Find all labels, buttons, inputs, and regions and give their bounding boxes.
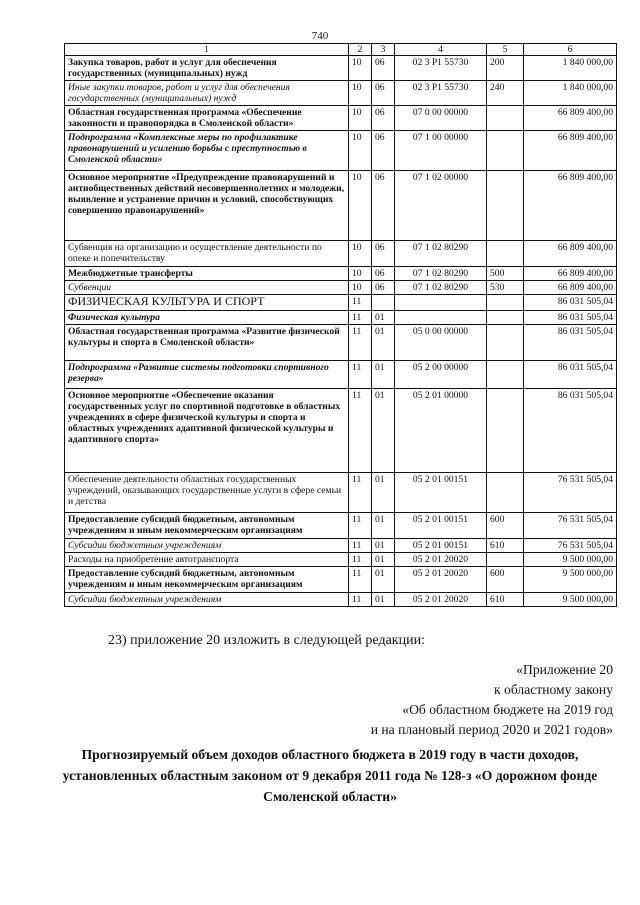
row-target-code-cell: 05 2 01 00151 [395,473,487,513]
row-subsection-cell: 01 [372,389,395,473]
document-title: Прогнозируемый объем доходов областного бюджета в 2019 году в части доходов, установленных областным законом от 9 декабря 2011 года № 128-з «О дорожном фонде Смоленской области» [62,747,598,804]
row-amount-cell: 1 840 000,00 [524,56,617,81]
row-target-code-cell: 05 2 01 20020 [395,567,487,593]
table-row [65,389,617,473]
row-section-cell: 10 [349,267,372,281]
row-expense-type-cell: 610 [487,539,524,553]
row-target-code-cell: 07 1 02 80290 [395,267,487,281]
table-row [65,281,617,295]
header-cell: 3 [372,44,395,56]
row-name-cell: Иные закупки товаров, работ и услуг для обеспечения государственных (муниципальных) нужд [65,81,349,106]
row-subsection-cell: 01 [372,325,395,361]
row-section-cell: 11 [349,593,372,607]
row-expense-type-cell [487,473,524,513]
row-section-cell: 11 [349,311,372,325]
row-name-cell: Субсидии бюджетным учреждениям [65,539,349,553]
row-name-cell: ФИЗИЧЕСКАЯ КУЛЬТУРА И СПОРТ [65,295,349,311]
row-amount-cell: 86 031 505,04 [524,325,617,361]
row-amount-cell: 66 809 400,00 [524,131,617,171]
row-target-code-cell: 05 2 01 00151 [395,539,487,553]
header-cell: 2 [349,44,372,56]
row-amount-cell: 9 500 000,00 [524,567,617,593]
row-expense-type-cell [487,311,524,325]
row-subsection-cell: 01 [372,567,395,593]
row-target-code-cell: 05 2 01 00151 [395,513,487,539]
row-expense-type-cell [487,295,524,311]
row-expense-type-cell: 600 [487,567,524,593]
page-number: 740 [311,30,329,42]
row-subsection-cell: 01 [372,593,395,607]
row-section-cell: 10 [349,56,372,81]
table-row [65,311,617,325]
row-expense-type-cell: 200 [487,56,524,81]
row-target-code-cell: 05 2 01 20020 [395,593,487,607]
row-subsection-cell: 01 [372,553,395,567]
row-target-code-cell: 07 1 02 80290 [395,281,487,295]
row-name-cell: Физическая культура [65,311,349,325]
row-expense-type-cell [487,325,524,361]
row-amount-cell: 66 809 400,00 [524,106,617,131]
row-subsection-cell: 01 [372,473,395,513]
table-row [65,295,617,311]
row-name-cell: Предоставление субсидий бюджетным, автономным учреждениям и иным некоммерческим организациям [65,567,349,593]
row-subsection-cell: 06 [372,281,395,295]
row-name-cell: Основное мероприятие «Предупреждение правонарушений и антиобщественных действий несовершеннолетних и молодежи, выявление и устранение причин и условий, способствующих совершению правонарушений» [65,171,349,241]
table-row [65,513,617,539]
row-section-cell: 11 [349,539,372,553]
row-amount-cell: 76 531 505,04 [524,513,617,539]
row-subsection-cell: 01 [372,539,395,553]
row-name-cell: Расходы на приобретение автотранспорта [65,553,349,567]
row-section-cell: 10 [349,131,372,171]
row-amount-cell: 76 531 505,04 [524,539,617,553]
row-section-cell: 11 [349,295,372,311]
row-subsection-cell: 06 [372,131,395,171]
table-row [65,241,617,267]
row-subsection-cell: 06 [372,171,395,241]
row-section-cell: 11 [349,389,372,473]
row-amount-cell: 86 031 505,04 [524,389,617,473]
row-subsection-cell: 06 [372,241,395,267]
row-name-cell: Субсидии бюджетным учреждениям [65,593,349,607]
row-expense-type-cell: 530 [487,281,524,295]
row-amount-cell: 76 531 505,04 [524,473,617,513]
table-row [65,267,617,281]
row-target-code-cell: 07 0 00 00000 [395,106,487,131]
row-section-cell: 11 [349,473,372,513]
row-name-cell: Обеспечение деятельности областных государственных учреждений, оказывающих государственные услуги в сфере семьи и детства [65,473,349,513]
row-subsection-cell: 06 [372,106,395,131]
row-target-code-cell: 02 3 P1 55730 [395,81,487,106]
row-section-cell: 11 [349,513,372,539]
appendix-reference [371,660,613,740]
row-expense-type-cell: 600 [487,513,524,539]
row-name-cell: Подпрограмма «Комплексные меры по профилактике правонарушений и усилению борьбы с преступностью в Смоленской области» [65,131,349,171]
row-name-cell: Предоставление субсидий бюджетным, автономным учреждениям и иным некоммерческим организациям [65,513,349,539]
row-name-cell: Областная государственная программа «Развитие физической культуры и спорта в Смоленской области» [65,325,349,361]
table-row [65,593,617,607]
row-amount-cell: 66 809 400,00 [524,171,617,241]
row-expense-type-cell [487,389,524,473]
row-name-cell: Субвенции [65,281,349,295]
row-target-code-cell [395,295,487,311]
row-section-cell: 10 [349,241,372,267]
row-subsection-cell [372,295,395,311]
row-name-cell: Областная государственная программа «Обеспечение законности и правопорядка в Смоленской области» [65,106,349,131]
row-section-cell: 11 [349,325,372,361]
row-amount-cell: 9 500 000,00 [524,553,617,567]
table-row [65,325,617,361]
row-amount-cell: 86 031 505,04 [524,295,617,311]
row-subsection-cell: 06 [372,81,395,106]
row-amount-cell: 86 031 505,04 [524,311,617,325]
row-amount-cell: 86 031 505,04 [524,361,617,389]
row-expense-type-cell: 240 [487,81,524,106]
table-row [65,106,617,131]
row-name-cell: Закупка товаров, работ и услуг для обеспечения государственных (муниципальных) нужд [65,56,349,81]
table-row [65,553,617,567]
row-expense-type-cell [487,361,524,389]
table-row [65,567,617,593]
row-target-code-cell: 05 0 00 00000 [395,325,487,361]
appendix-line: к областному закону [494,682,613,697]
row-expense-type-cell [487,171,524,241]
table-row [65,56,617,81]
row-expense-type-cell [487,106,524,131]
row-target-code-cell: 05 2 01 00000 [395,389,487,473]
row-amount-cell: 66 809 400,00 [524,281,617,295]
row-amount-cell: 9 500 000,00 [524,593,617,607]
row-section-cell: 10 [349,171,372,241]
row-target-code-cell: 05 2 01 20020 [395,553,487,567]
row-subsection-cell: 06 [372,267,395,281]
row-subsection-cell: 06 [372,56,395,81]
row-amount-cell: 66 809 400,00 [524,267,617,281]
row-amount-cell: 66 809 400,00 [524,241,617,267]
row-section-cell: 10 [349,106,372,131]
row-name-cell: Подпрограмма «Развитие системы подготовки спортивного резерва» [65,361,349,389]
row-expense-type-cell: 610 [487,593,524,607]
appendix-line: и на плановый период 2020 и 2021 годов» [370,722,613,737]
budget-table [64,43,617,607]
row-target-code-cell [395,311,487,325]
header-cell: 5 [487,44,524,56]
appendix-line: «Приложение 20 [516,662,613,677]
table-row [65,473,617,513]
row-subsection-cell: 01 [372,311,395,325]
row-expense-type-cell [487,131,524,171]
row-target-code-cell: 07 1 00 00000 [395,131,487,171]
row-expense-type-cell: 500 [487,267,524,281]
row-section-cell: 11 [349,567,372,593]
table-row [65,81,617,106]
row-target-code-cell: 05 2 00 00000 [395,361,487,389]
row-amount-cell: 1 840 000,00 [524,81,617,106]
table-row [65,131,617,171]
appendix-line: «Об областном бюджете на 2019 год [402,702,613,717]
amendment-instruction: 23) приложение 20 изложить в следующей редакции: [108,633,425,648]
row-expense-type-cell [487,553,524,567]
row-name-cell: Межбюджетные трансферты [65,267,349,281]
row-section-cell: 10 [349,81,372,106]
row-subsection-cell: 01 [372,513,395,539]
row-name-cell: Субвенция на организацию и осуществление деятельности по опеке и попечительству [65,241,349,267]
header-cell: 1 [65,44,349,56]
table-row [65,539,617,553]
row-section-cell: 11 [349,361,372,389]
row-target-code-cell: 07 1 02 00000 [395,171,487,241]
header-cell: 6 [524,44,617,56]
table-header-row [65,44,617,56]
row-subsection-cell: 01 [372,361,395,389]
row-section-cell: 11 [349,553,372,567]
header-cell: 4 [395,44,487,56]
row-name-cell: Основное мероприятие «Обеспечение оказания государственных услуг по спортивной подготовке в областных учреждениях в сфере физической культуры и спорта и областных учреждениях адаптивной физической культуры и адаптивного спорта» [65,389,349,473]
table-row [65,361,617,389]
row-expense-type-cell [487,241,524,267]
row-target-code-cell: 07 1 02 80290 [395,241,487,267]
table-row [65,171,617,241]
row-section-cell: 10 [349,281,372,295]
row-target-code-cell: 02 3 P1 55730 [395,56,487,81]
